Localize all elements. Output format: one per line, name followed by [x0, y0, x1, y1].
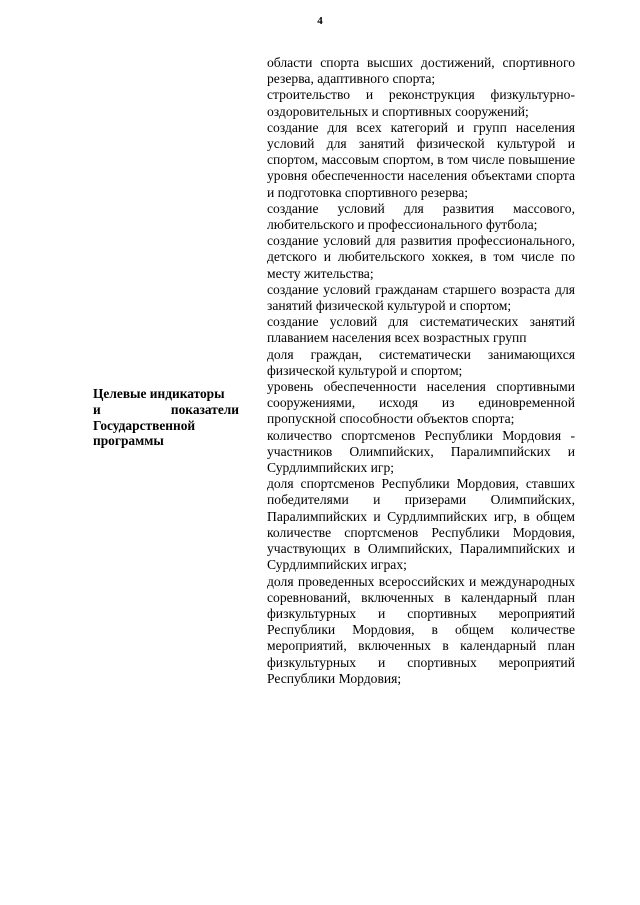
- section-label-line-2: [93, 402, 239, 418]
- section-label-word-indicators: показатели: [170, 401, 239, 417]
- content-paragraph-1: области спорта высших достижений, спортивного резерва, адаптивного спорта;: [267, 55, 575, 87]
- page-number: 4: [317, 15, 323, 27]
- content-paragraph-8: доля граждан, систематически занимающихся физической культурой и спортом;: [267, 346, 575, 378]
- content-paragraph-7: создание условий для систематических занятий плаванием населения всех возрастных групп: [267, 314, 575, 346]
- section-content: [267, 55, 575, 687]
- content-paragraph-9: уровень обеспеченности населения спортивными сооружениями, исходя из единовременной пропускной способности объектов спорта;: [267, 379, 575, 427]
- content-paragraph-11: доля спортсменов Республики Мордовия, ставших победителями и призерами Олимпийских, Паралимпийских и Сурдлимпийских игр, в общем количестве спортсменов Республики Мордовия, участвующих в Олимпийских, Паралимпийских и Сурдлимпийских играх;: [267, 476, 575, 573]
- section-label: [93, 386, 239, 449]
- content-paragraph-2: строительство и реконструкция физкультурно-оздоровительных и спортивных сооружений;: [267, 87, 575, 119]
- section-label-line-3: Государственной: [93, 417, 196, 433]
- content-paragraph-5: создание условий для развития профессионального, детского и любительского хоккея, в том числе по месту жительства;: [267, 233, 575, 281]
- section-label-word-and: и: [93, 401, 101, 417]
- content-paragraph-10: количество спортсменов Республики Мордовия - участников Олимпийских, Паралимпийских и Сурдлимпийских игр;: [267, 427, 575, 476]
- section-label-line-4: программы: [93, 433, 164, 449]
- content-paragraph-4: создание условий для развития массового, любительского и профессионального футбола;: [267, 200, 575, 233]
- content-paragraph-3: создание для всех категорий и групп населения условий для занятий физической культурой и спортом, массовым спортом, в том числе повышение уровня обеспеченности населения объектами спорта и подготовка спортивного резерва;: [267, 119, 575, 200]
- content-paragraph-12: доля проведенных всероссийских и международных соревнований, включенных в календарный план физкультурных и спортивных мероприятий Республики Мордовия, в общем количестве мероприятий, включенных в календарный план физкультурных и спортивных мероприятий Республики Мордовия;: [267, 573, 575, 686]
- content-paragraph-6: создание условий гражданам старшего возраста для занятий физической культурой и спортом;: [267, 281, 575, 314]
- section-label-line-1: Целевые индикаторы: [93, 386, 225, 401]
